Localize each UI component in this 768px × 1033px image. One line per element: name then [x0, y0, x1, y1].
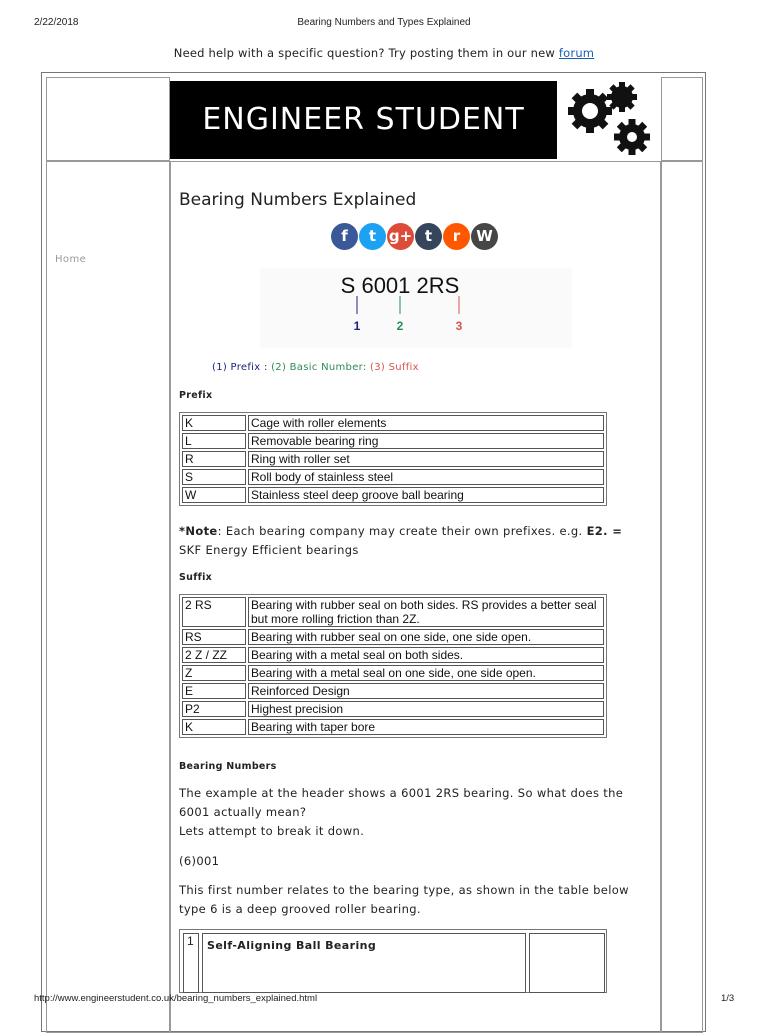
type-number-cell: 1 [183, 933, 199, 993]
description-cell: Bearing with a metal seal on one side, one side open. [248, 665, 604, 681]
legend-basic: (2) Basic Number: [271, 362, 367, 373]
nav-home-link[interactable]: Home [55, 254, 87, 265]
description-cell: Roll body of stainless steel [248, 469, 604, 485]
prefix-row [182, 433, 604, 449]
code-line: (6)001 [179, 854, 220, 868]
marker-label-1: 1 [353, 319, 361, 333]
reddit-icon[interactable]: r [443, 223, 470, 250]
prefix-row [182, 487, 604, 503]
code-cell: L [182, 433, 246, 449]
description-cell: Cage with roller elements [248, 415, 604, 431]
legend-prefix: (1) Prefix : [212, 362, 268, 373]
suffix-row [182, 683, 604, 699]
site-logo[interactable]: ENGINEER STUDENT [170, 81, 557, 159]
para2-text: Lets attempt to break it down. [179, 824, 365, 838]
footer-url: http://www.engineerstudent.co.uk/bearing_numbers_explained.html [34, 993, 318, 1004]
suffix-row [182, 597, 604, 627]
marker-label-3: 3 [455, 319, 463, 333]
suffix-row [182, 701, 604, 717]
wordpress-icon[interactable]: W [471, 223, 498, 250]
suffix-row [182, 719, 604, 735]
description-cell: Removable bearing ring [248, 433, 604, 449]
description-cell: Bearing with taper bore [248, 719, 604, 735]
code-cell: P2 [182, 701, 246, 717]
prefix-heading: Prefix [179, 390, 213, 401]
type-image-cell [529, 933, 605, 993]
paragraph-3: This first number relates to the bearing type, as shown in the table below type 6 is a deep grooved roller bearing. [179, 883, 629, 916]
code-cell: R [182, 451, 246, 467]
description-cell: Bearing with a metal seal on both sides. [248, 647, 604, 663]
forum-notice [0, 46, 768, 60]
numbers-heading: Bearing Numbers [179, 761, 277, 772]
description-cell: Ring with roller set [248, 451, 604, 467]
note-paragraph [179, 522, 639, 560]
code-cell: Z [182, 665, 246, 681]
description-cell: Highest precision [248, 701, 604, 717]
tumblr-icon[interactable]: t [415, 223, 442, 250]
notice-text: Need help with a specific question? Try posting them in our new [173, 46, 556, 60]
legend-suffix: (3) Suffix [370, 362, 419, 373]
code-cell: 2 RS [182, 597, 246, 627]
suffix-row [182, 629, 604, 645]
gears-icon [562, 77, 657, 161]
code-cell: S [182, 469, 246, 485]
google-plus-icon[interactable]: g+ [387, 223, 414, 250]
suffix-row [182, 647, 604, 663]
facebook-icon[interactable]: f [331, 223, 358, 250]
note-text-2: SKF Energy Efficient bearings [179, 543, 359, 557]
print-date: 2/22/2018 [34, 17, 79, 28]
type-table [179, 929, 607, 993]
footer-page-number: 1/3 [721, 993, 735, 1004]
sidebar-left [46, 161, 170, 1033]
share-bar [331, 223, 498, 251]
code-legend [212, 362, 419, 373]
description-cell: Stainless steel deep groove ball bearing [248, 487, 604, 503]
marker-label-2: 2 [396, 319, 404, 333]
header-right-cell [661, 77, 703, 161]
note-code: E2. = [586, 524, 623, 538]
forum-link[interactable]: forum [558, 46, 595, 60]
description-cell: Bearing with rubber seal on both sides. RS provides a better seal but more rolling friction than 2Z. [248, 597, 604, 627]
code-cell: RS [182, 629, 246, 645]
print-header [0, 17, 768, 31]
note-text: : Each bearing company may create their own prefixes. e.g. [217, 524, 583, 538]
suffix-heading: Suffix [179, 572, 213, 583]
prefix-row [182, 451, 604, 467]
code-cell: W [182, 487, 246, 503]
page-title: Bearing Numbers Explained [179, 190, 417, 210]
code-cell: 2 Z / ZZ [182, 647, 246, 663]
twitter-icon[interactable]: t [359, 223, 386, 250]
prefix-row [182, 415, 604, 431]
header-left-cell [46, 77, 170, 161]
note-label: *Note [179, 524, 218, 538]
print-title: Bearing Numbers and Types Explained [297, 17, 471, 28]
suffix-row [182, 665, 604, 681]
code-cell: K [182, 415, 246, 431]
para1-text: The example at the header shows a 6001 2RS bearing. So what does the 6001 actually mean? [179, 786, 624, 819]
type-name-cell: Self-Aligning Ball Bearing [202, 933, 526, 993]
bearing-code-diagram [260, 268, 572, 348]
code-cell: E [182, 683, 246, 699]
bearing-code-text: S 6001 2RS [340, 273, 460, 298]
description-cell: Reinforced Design [248, 683, 604, 699]
paragraph-1 [179, 784, 639, 841]
prefix-table [179, 412, 607, 506]
description-cell: Bearing with rubber seal on one side, one side open. [248, 629, 604, 645]
prefix-row [182, 469, 604, 485]
suffix-table [179, 594, 607, 738]
sidebar-right [661, 161, 703, 1033]
code-cell: K [182, 719, 246, 735]
site-header [170, 77, 657, 161]
